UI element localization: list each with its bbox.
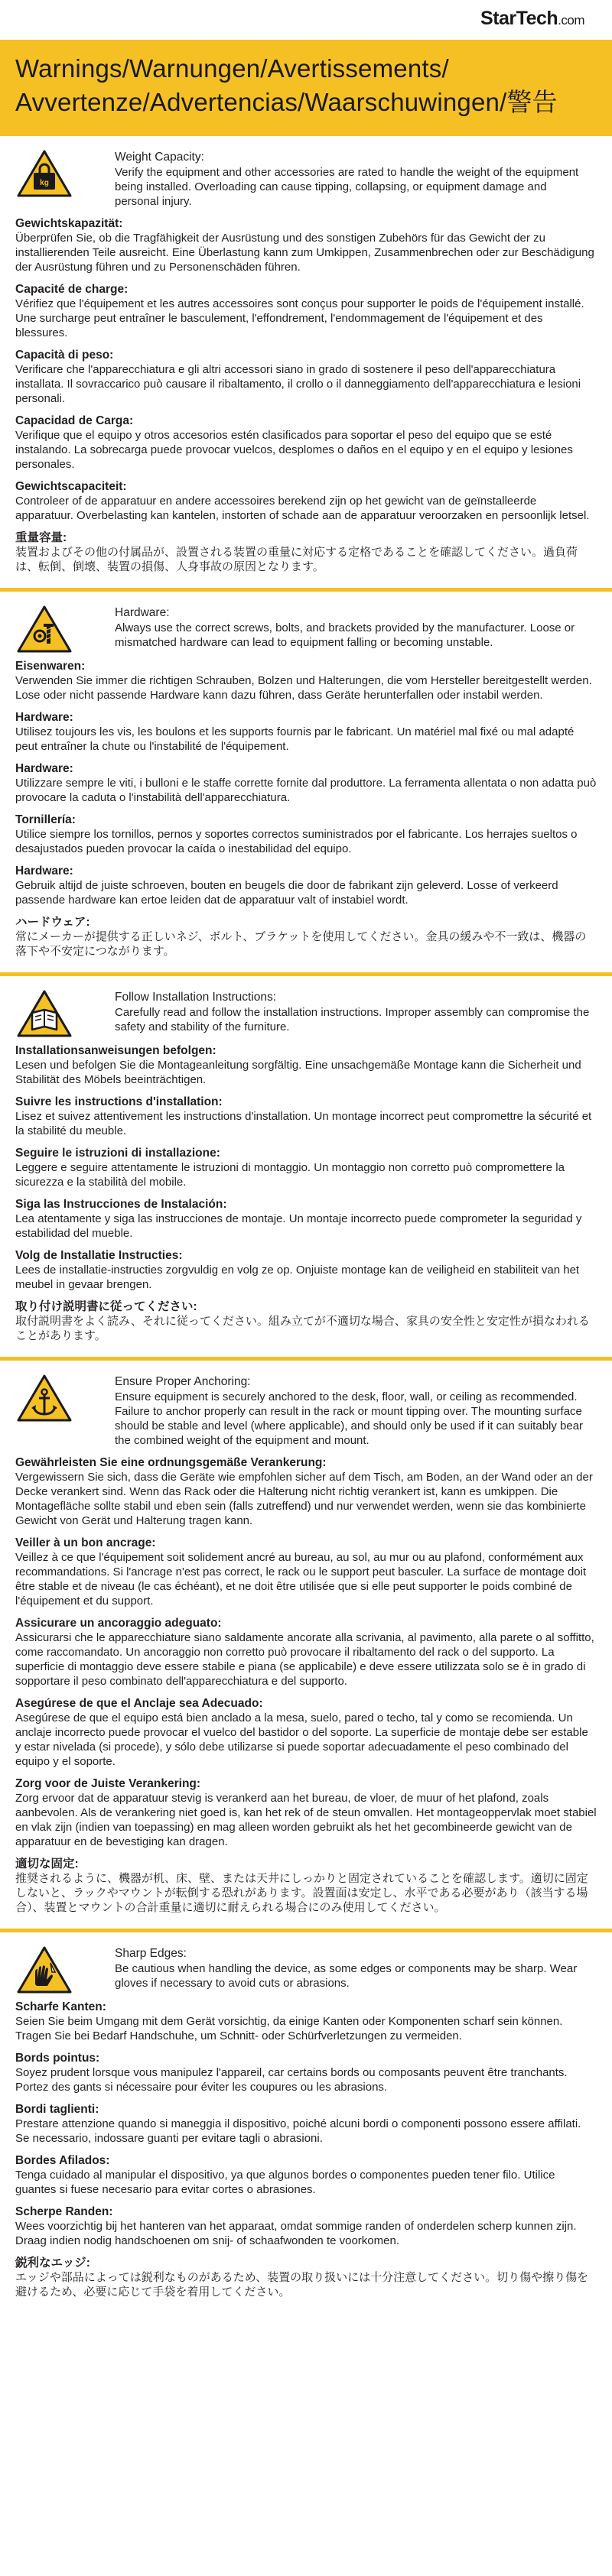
entry-body: 取付説明書をよく読み、それに従ってください。組み立てが不適切な場合、家具の安全性と安定性が損なわれることがあります。 (15, 1315, 590, 1342)
entry-title: Assicurare un ancoraggio adeguato: (15, 1617, 222, 1630)
entry-title: Eisenwaren: (15, 660, 86, 673)
entry-body: Asegúrese de que el equipo está bien anclado a la mesa, suelo, pared o techo, tal y como se recomienda. Un anclaje incorrecto puede provocar el vuelco del bastidor o del soporte. La superficie de montaje debe ser estable y estar nivelada (si procede), y sólo debe utilizarse si puede soportar adecuadamente el peso combinado del equipo y el soporte. (15, 1711, 588, 1768)
entry-de (15, 1455, 597, 1528)
section-title: Hardware: (115, 606, 170, 619)
entry-body: Überprüfen Sie, ob die Tragfähigkeit der Ausrüstung und des sonstigen Zubehörs für das Gewicht der zu installierenden Teile ausreicht. Eine Überlastung kann zum Umkippen, Zusammenbrechen oder zur Beschädigung der Ausrüstung führen und zu Personenschäden führen. (15, 232, 594, 274)
entry-title: 鋭利なエッジ: (15, 2256, 90, 2269)
entry-nl (15, 479, 597, 523)
entry-fr (15, 282, 597, 340)
entry-body: Utilice siempre los tornillos, pernos y soportes correctos suministrados por el fabricante. Los herrajes sueltos o desajustados pueden provocar la caída o inestabilidad del equipo. (15, 828, 578, 855)
section-desc: Ensure equipment is securely anchored to the desk, floor, wall, or ceiling as recommended. Failure to anchor properly can result in the rack or mount tipping over. The mounting surface should be stable and level (where applicable), and should only be used if it can suitably bear the combined weight of the equipment and mount. (115, 1390, 584, 1447)
section-desc: Carefully read and follow the installation instructions. Improper assembly can compromise the safety and stability of the furniture. (115, 1006, 590, 1033)
entry-title: Hardware: (15, 711, 73, 724)
title-line-1: Warnings/Warnungen/Avertissements/ (15, 54, 449, 83)
entry-title: 重量容量: (15, 531, 67, 544)
entry-body: Utilizzare sempre le viti, i bulloni e le staffe corrette fornite dal produttore. La ferramenta allentata o non adatta può provocare la caduta o l'instabilità dell'apparecchiatura. (15, 777, 597, 804)
section-desc: Always use the correct screws, bolts, and brackets provided by the manufacturer. Loose or mismatched hardware can lead to equipment falling or becoming unstable. (115, 621, 575, 649)
entry-title: Bords pointus: (15, 2052, 100, 2065)
entry-title: 取り付け説明書に従ってください: (15, 1300, 197, 1313)
section-title: Follow Installation Instructions: (115, 991, 277, 1004)
entry-body: Vergewissern Sie sich, dass die Geräte wie empfohlen sicher auf dem Tisch, am Boden, an der Wand oder an der Decke verankert sind. Wenn das Rack oder die Halterung nicht richtig verankert ist, kann es umkippen. Die Montagefläche sollte stabil und eben sein (falls zutreffend) und nur verwendet werden, wenn sie das kombinierte Gewicht von Gerät und Halterung tragen kann. (15, 1471, 593, 1527)
section-title: Ensure Proper Anchoring: (115, 1375, 251, 1388)
entry-title: Scharfe Kanten: (15, 2000, 106, 2013)
entry-body: Veillez à ce que l'équipement soit solidement ancré au bureau, au sol, au mur ou au plafond, conformément aux recommandations. Si l'ancrage n'est pas correct, le rack ou le support peut basculer. La surface de montage doit être stable et de niveau (le cas échéant), et ne doit être utilisée que si elle peut supporter le poids combiné de l'équipement et du support. (15, 1551, 587, 1608)
entry-ja (15, 915, 597, 959)
warnings-header (0, 40, 612, 136)
entry-body: エッジや部品によっては鋭利なものがあるため、装置の取り扱いには十分注意してください。切り傷や擦り傷を避けるため、必要に応じて手袋を着用してください。 (15, 2271, 589, 2299)
entry-body: Lesen und befolgen Sie die Montageanleitung sorgfältig. Eine unsachgemäße Montage kann die Sicherheit und Stabilität des Möbels beeinträchtigen. (15, 1059, 581, 1086)
page-title (15, 52, 597, 119)
logo-com: .com (558, 13, 584, 28)
entry-title: Veiller à un bon ancrage: (15, 1536, 156, 1549)
section-head-text (73, 150, 597, 209)
section-desc: Verify the equipment and other accessories are rated to handle the weight of the equipment being installed. Overloading can cause tipping, collapsing, or equipment damage and personal injury. (115, 166, 579, 208)
entry-body: Soyez prudent lorsque vous manipulez l'appareil, car certains bords ou composants peuvent être tranchants. Portez des gants si nécessaire pour éviter les coupures ou les abrasions. (15, 2066, 568, 2094)
title-line-2: Avvertenze/Advertencias/Waarschuwingen/警告 (15, 88, 558, 116)
entry-body: 装置およびその他の付属品が、設置される装置の重量に対応する定格であることを確認してください。過負荷は、転倒、倒壊、装置の損傷、人身事故の原因となります。 (15, 546, 578, 573)
section-title: Weight Capacity: (115, 151, 204, 164)
entry-title: ハードウェア: (15, 916, 90, 929)
entry-title: Gewichtscapaciteit: (15, 480, 127, 493)
section-head (15, 1361, 597, 1448)
entry-body: Lees de installatie-instructies zorgvuldig en volg ze op. Onjuiste montage kan de veiligheid en stabiliteit van het meubel in gevaar brengen. (15, 1264, 580, 1291)
entry-it (15, 1616, 597, 1689)
logo-row (0, 0, 612, 40)
entry-fr (15, 710, 597, 754)
section-head (15, 976, 597, 1036)
entry-body: Controleer of de apparatuur en andere accessoires berekend zijn op het gewicht van de geïnstalleerde apparatuur. Overbelasting kan kantelen, instorten of schade aan de apparatuur veroorzaken en persoonlijk letsel. (15, 495, 590, 522)
entry-title: Volg de Installatie Instructies: (15, 1249, 183, 1262)
entry-title: Hardware: (15, 865, 73, 878)
entry-body: 常にメーカーが提供する正しいネジ、ボルト、ブラケットを使用してください。金具の緩みや不一致は、機器の落下や不安定につながります。 (15, 930, 587, 958)
entry-es (15, 813, 597, 856)
entry-title: Bordes Afilados: (15, 2154, 110, 2167)
section-title: Sharp Edges: (115, 1947, 187, 1960)
entry-title: Tornillería: (15, 813, 76, 826)
entry-body: Vérifiez que l'équipement et les autres accessoires sont conçus pour supporter le poids de l'équipement installé. Une surcharge peut entraîner le basculement, l'effondrement, l'endommagement de l'équipement et des blessures. (15, 297, 584, 339)
entry-es (15, 1696, 597, 1769)
hardware-icon (15, 605, 73, 651)
entry-body: 推奨されるように、機器が机、床、壁、または天井にしっかりと固定されていることを確認します。適切に固定しないと、ラックやマウントが転倒する恐れがあります。設置面は安定し、水平である必要があり（該当する場合）、装置とマウントの合計重量に適切に耐えられる場合にのみ使用してください。 (15, 1872, 588, 1914)
startech-logo (480, 8, 584, 30)
entry-fr (15, 2051, 597, 2094)
section-sharp-edges (0, 1932, 612, 2299)
section-head-text (73, 1946, 597, 1990)
section-installation-instructions (0, 976, 612, 1343)
entry-title: Installationsanweisungen befolgen: (15, 1044, 216, 1057)
svg-text:kg: kg (40, 179, 49, 187)
section-hardware (0, 592, 612, 959)
entry-body: Leggere e seguire attentamente le istruzioni di montaggio. Un montaggio non corretto può compromettere la sicurezza e la stabilità del mobile. (15, 1161, 565, 1189)
section-head-text (73, 1374, 597, 1448)
entry-title: 適切な固定: (15, 1857, 79, 1870)
entry-title: Bordi taglienti: (15, 2103, 99, 2116)
entry-es (15, 414, 597, 472)
entry-ja (15, 2256, 597, 2299)
entry-ja (15, 530, 597, 574)
entry-it (15, 1146, 597, 1189)
section-desc: Be cautious when handling the device, as some edges or components may be sharp. Wear gloves if necessary to avoid cuts or abrasions. (115, 1962, 578, 1990)
entry-body: Zorg ervoor dat de apparatuur stevig is verankerd aan het bureau, de vloer, de muur of het plafond, zoals aanbevolen. Als de verankering niet goed is, kan het rek of de steun omvallen. Het montageoppervlak moet stabiel en vlak zijn (indien van toepassing) en mag alleen worden gebruikt als het het gecombineerde gewicht van de apparatuur en de bevestiging kan dragen. (15, 1792, 597, 1848)
entry-de (15, 1043, 597, 1087)
entry-nl (15, 1248, 597, 1292)
entry-title: Suivre les instructions d'installation: (15, 1095, 223, 1108)
entry-body: Lea atentamente y siga las instrucciones de montaje. Un montaje incorrecto puede comprometer la seguridad y estabilidad del mueble. (15, 1212, 582, 1240)
entry-body: Verifique que el equipo y otros accesorios estén clasificados para soportar el peso del equipo que se esté instalando. La sobrecarga puede provocar vuelcos, desplomes o daños en el equipo y en el equipo y lesiones personales. (15, 429, 573, 471)
entry-title: Asegúrese de que el Anclaje sea Adecuado: (15, 1697, 263, 1710)
entry-es (15, 1197, 597, 1241)
section-head (15, 136, 597, 209)
entry-body: Assicurarsi che le apparecchiature siano saldamente ancorate alla scrivania, al pavimento, alla parete o al soffitto, come raccomandato. Un ancoraggio non corretto può provocare il ribaltamento del rack o del supporto. La superficie di montaggio deve essere stabile e piana (se applicabile) e deve essere utilizzata solo se è in grado di sopportare il peso combinato dell'apparecchiatura e del supporto. (15, 1631, 594, 1688)
entry-body: Tenga cuidado al manipular el dispositivo, ya que algunos bordes o componentes pueden tener filo. Utilice guantes si fuese necesario para evitar cortes o abrasiones. (15, 2169, 555, 2196)
logo-tech: Tech (516, 8, 558, 29)
entry-it (15, 348, 597, 406)
sharp-edges-icon (15, 1946, 73, 1992)
entry-title: Zorg voor de Juiste Verankering: (15, 1777, 201, 1790)
entry-ja (15, 1857, 597, 1915)
entry-title: Hardware: (15, 762, 73, 775)
entry-it (15, 761, 597, 805)
logo-star: Star (480, 8, 516, 29)
section-weight-capacity (0, 136, 612, 574)
entry-de (15, 216, 597, 274)
entry-de (15, 659, 597, 702)
entry-body: Verwenden Sie immer die richtigen Schrauben, Bolzen und Halterungen, die vom Hersteller bereitgestellt werden. Lose oder nicht passende Hardware kann dazu führen, dass Geräte herunterfallen oder instabil werden. (15, 674, 592, 702)
entry-body: Verificare che l'apparecchiatura e gli altri accessori siano in grado di sostenere il peso dell'apparecchiatura installata. Il sovraccarico può causare il ribaltamento, il crollo o il danneggiamento dell'apparecchiatura e lesioni personali. (15, 363, 581, 405)
section-head-text (73, 605, 597, 650)
entry-title: Capacité de charge: (15, 283, 129, 296)
entry-body: Utilisez toujours les vis, les boulons et les supports fournis par le fabricant. Un matériel mal fixé ou mal adapté peut entraîner la chute ou l'instabilité de l'équipement. (15, 725, 575, 753)
section-head-text (73, 990, 597, 1034)
entry-body: Lisez et suivez attentivement les instructions d'installation. Un montage incorrect peut compromettre la sécurité et la stabilité du meuble. (15, 1110, 592, 1137)
entry-body: Gebruik altijd de juiste schroeven, bouten en beugels die door de fabrikant zijn geleverd. Losse of verkeerd passende hardware kan ertoe leiden dat de apparatuur valt of instabiel wordt. (15, 879, 558, 907)
entry-fr (15, 1536, 597, 1608)
entry-title: Capacidad de Carga: (15, 414, 134, 427)
section-head (15, 592, 597, 651)
entry-title: Gewährleisten Sie eine ordnungsgemäße Verankerung: (15, 1456, 327, 1469)
entry-es (15, 2153, 597, 2197)
entry-fr (15, 1095, 597, 1138)
entry-ja (15, 1299, 597, 1343)
section-head (15, 1932, 597, 1992)
entry-body: Prestare attenzione quando si maneggia il dispositivo, poiché alcuni bordi o componenti possono essere affilati. Se necessario, indossare guanti per evitare tagli o abrasioni. (15, 2117, 581, 2145)
entry-title: Siga las Instrucciones de Instalación: (15, 1198, 227, 1211)
entry-title: Capacità di peso: (15, 349, 114, 362)
section-anchoring (0, 1361, 612, 1915)
entry-title: Gewichtskapazität: (15, 217, 123, 230)
entry-nl (15, 1776, 597, 1849)
anchoring-icon (15, 1374, 73, 1420)
entry-nl (15, 864, 597, 907)
installation-instructions-icon (15, 990, 73, 1036)
entry-title: Scherpe Randen: (15, 2205, 113, 2218)
entry-body: Seien Sie beim Umgang mit dem Gerät vorsichtig, da einige Kanten oder Komponenten scharf sein können. Tragen Sie bei Bedarf Handschuhe, um Schnitt- oder Schürfverletzungen zu vermeiden. (15, 2015, 563, 2042)
entry-de (15, 2000, 597, 2043)
entry-body: Wees voorzichtig bij het hanteren van het apparaat, omdat sommige randen of onderdelen scherp kunnen zijn. Draag indien nodig handschoenen om snij- of schaafwonden te voorkomen. (15, 2220, 577, 2247)
weight-capacity-icon (15, 150, 73, 196)
entry-nl (15, 2205, 597, 2248)
entry-it (15, 2102, 597, 2146)
entry-title: Seguire le istruzioni di installazione: (15, 1147, 220, 1160)
